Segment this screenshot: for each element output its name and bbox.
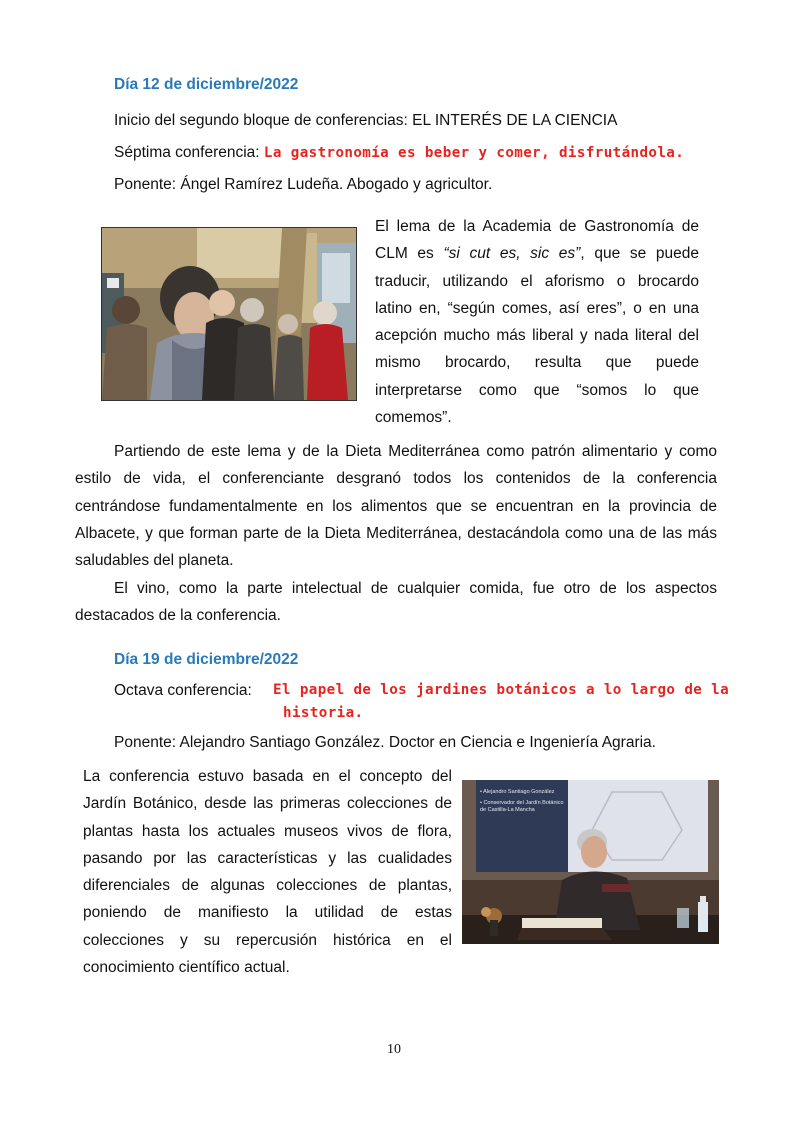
conference-title-2-line2: historia. — [283, 705, 364, 721]
conference-label: Séptima conferencia: — [114, 144, 264, 161]
page-number: 10 — [387, 1042, 401, 1057]
slide-text — [480, 789, 566, 814]
slide-text-line1: • Alejandro Santiago González — [480, 789, 555, 795]
jardin-paragraph: La conferencia estuvo basada en el concepto del Jardín Botánico, desde las primeras colecciones de plantas hasta los actuales museos vivos de flora, pasando por las características y las cualidades diferenciales de algunas colecciones de plantas, poniendo de manifiesto la utilidad de estas colecciones y su repercusión histórica en el conocimiento científico actual. — [83, 768, 452, 977]
slide-text-line2: • Conservador del Jardín Botánico de Castilla-La Mancha — [480, 800, 564, 813]
audience-photo — [101, 227, 357, 401]
conference-title: La gastronomía es beber y comer, disfrutándola. — [263, 145, 685, 161]
section-date: Día 12 de diciembre/2022 — [114, 76, 299, 93]
section-date-2: Día 19 de diciembre/2022 — [114, 651, 299, 668]
lema-text-part2: , que se puede traducir, utilizando el aforismo o brocardo latino en, “según comes, así eres”, o en una acepción mucho más liberal y nada literal del mismo brocardo, resulta que puede interpretarse como que “somos lo que comemos”. — [375, 245, 700, 427]
intro-line: Inicio del segundo bloque de conferencias: EL INTERÉS DE LA CIENCIA — [114, 112, 618, 129]
lema-paragraph — [375, 213, 699, 431]
paragraph-vino: El vino, como la parte intelectual de cualquier comida, fue otro de los aspectos destacados de la conferencia. — [75, 580, 717, 625]
conference-label-2: Octava conferencia: — [114, 682, 252, 699]
conference-line — [114, 139, 684, 167]
speaker-line: Ponente: Ángel Ramírez Ludeña. Abogado y agricultor. — [114, 176, 493, 193]
speaker-line-2: Ponente: Alejandro Santiago González. Doctor en Ciencia e Ingeniería Agraria. — [114, 734, 656, 751]
paragraph-dieta: Partiendo de este lema y de la Dieta Mediterránea como patrón alimentario y como estilo de vida, el conferenciante desgranó todos los contenidos de la conferencia centrándose fundamentalmente en los alimentos que se encuentran en la provincia de Albacete, y que forman parte de la Dieta Mediterránea, destacándola como una de las más saludables del planeta. — [75, 443, 717, 570]
lema-motto: “si cut es, sic es” — [443, 245, 581, 263]
speaker-photo — [462, 780, 719, 944]
lema-text-part1: El lema de la Academia de Gastronomía de CLM es — [375, 218, 699, 263]
conference-title-2-line1: El papel de los jardines botánicos a lo largo de la — [273, 682, 730, 698]
